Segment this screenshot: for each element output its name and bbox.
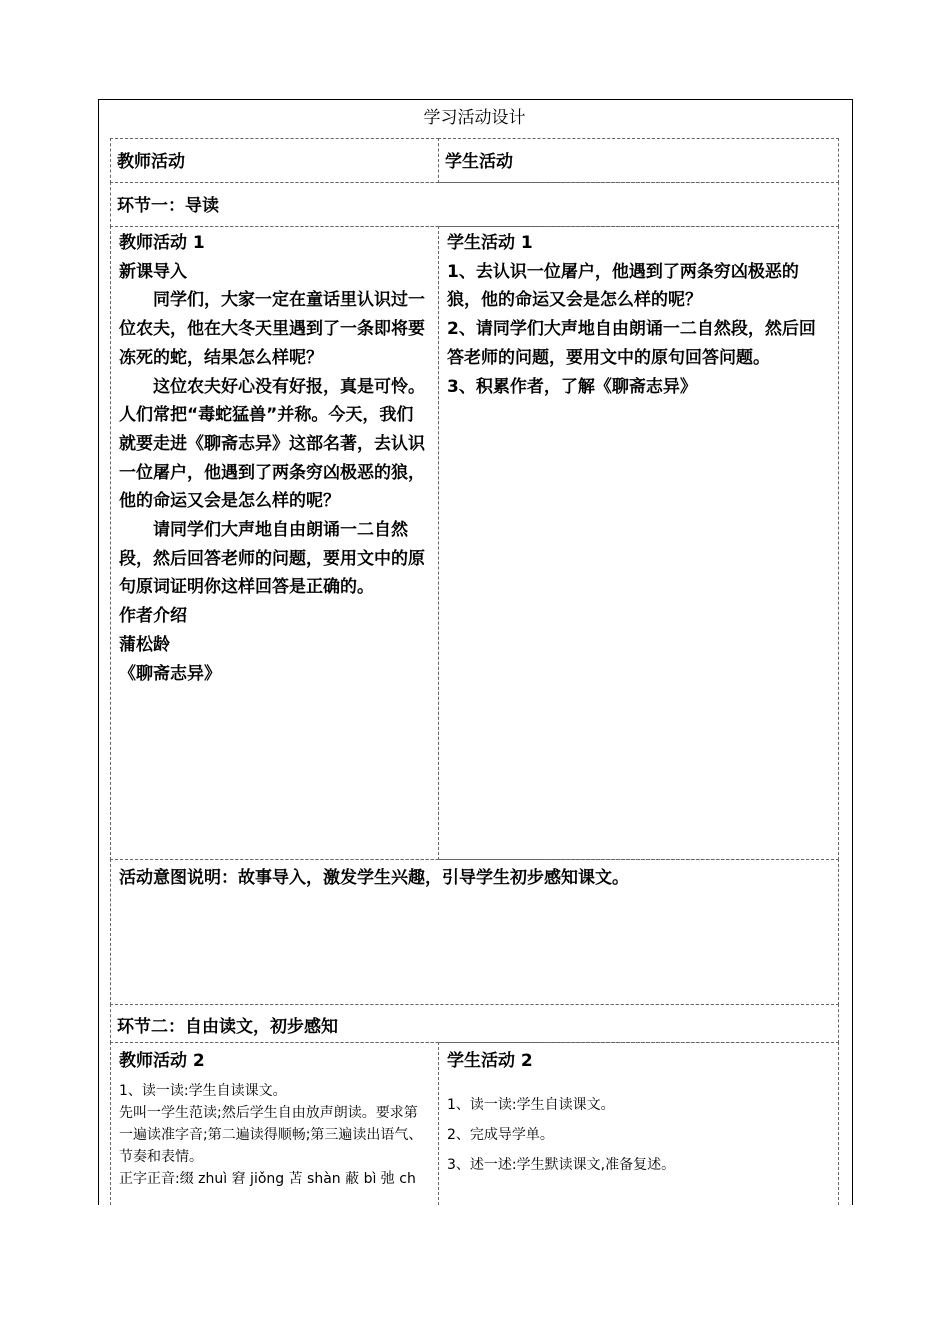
section2-title: 环节二：自由读文，初步感知 [117,1017,338,1037]
section2-teacher-cell [110,1042,439,1205]
section1-teacher-cell [110,226,439,860]
section1-intent-cell [110,859,839,1005]
section1-book: 《聊斋志异》 [119,663,221,684]
section1-title-row [110,182,839,227]
section1-teacher-para2: 这位农夫好心没有好报，真是可怜。人们常把“毒蛇猛兽”并称。今天，我们就要走进《聊斋志异》这部名著，去认识一位屠户，他遇到了两条穷凶极恶的狼，他的命运又会是怎么样的呢？ [119,376,425,512]
header-student-label: 学生活动 [445,152,513,172]
section2-teacher-heading: 教师活动 2 [119,1051,205,1071]
section2-title-row [110,1004,839,1043]
header-teacher-label: 教师活动 [117,152,185,172]
header-teacher-cell [110,138,439,183]
section2-teacher-line2: 先叫一学生范读;然后学生自由放声朗读。要求第一遍读准字音;第二遍读得顺畅;第三遍读出语气、节奏和表情。 [119,1104,423,1165]
section2-student-item1: 1、读一读:学生自读课文。 [447,1096,615,1113]
section2-teacher-line3: 正字正音:缀 zhuì 窘 jiǒng 苫 shàn 蔽 bì 弛 ch [119,1170,416,1187]
section1-student-item2: 2、请同学们大声地自由朗诵一二自然段，然后回答老师的问题，要用文中的原句回答问题。 [447,319,816,368]
section1-student-item3: 3、积累作者，了解《聊斋志异》 [447,376,697,397]
section1-title: 环节一：导读 [117,196,219,216]
section1-intro-label: 新课导入 [119,261,187,282]
section2-student-cell [438,1042,839,1205]
section1-student-heading: 学生活动 1 [447,233,533,253]
section2-teacher-line1: 1、读一读:学生自读课文。 [119,1082,287,1099]
section1-intent: 活动意图说明：故事导入，激发学生兴趣，引导学生初步感知课文。 [119,868,629,888]
section1-author: 蒲松龄 [119,634,170,655]
header-student-cell [438,138,839,183]
section2-student-item3: 3、述一述:学生默读课文,准备复述。 [447,1156,676,1173]
section1-student-cell [438,226,839,860]
section2-student-heading: 学生活动 2 [447,1051,533,1071]
table-title: 学习活动设计 [423,108,526,128]
section1-student-item1: 1、去认识一位屠户，他遇到了两条穷凶极恶的狼，他的命运又会是怎么样的呢？ [447,261,799,311]
section1-teacher-heading: 教师活动 1 [119,233,205,253]
section1-author-label: 作者介绍 [119,606,187,627]
section2-student-item2: 2、完成导学单。 [447,1126,554,1143]
section1-teacher-para3: 请同学们大声地自由朗诵一二自然段，然后回答老师的问题，要用文中的原句原词证明你这样回答是正确的。 [119,520,425,598]
section1-teacher-para1: 同学们，大家一定在童话里认识过一位农夫，他在大冬天里遇到了一条即将要冻死的蛇，结果怎么样呢？ [119,290,425,368]
